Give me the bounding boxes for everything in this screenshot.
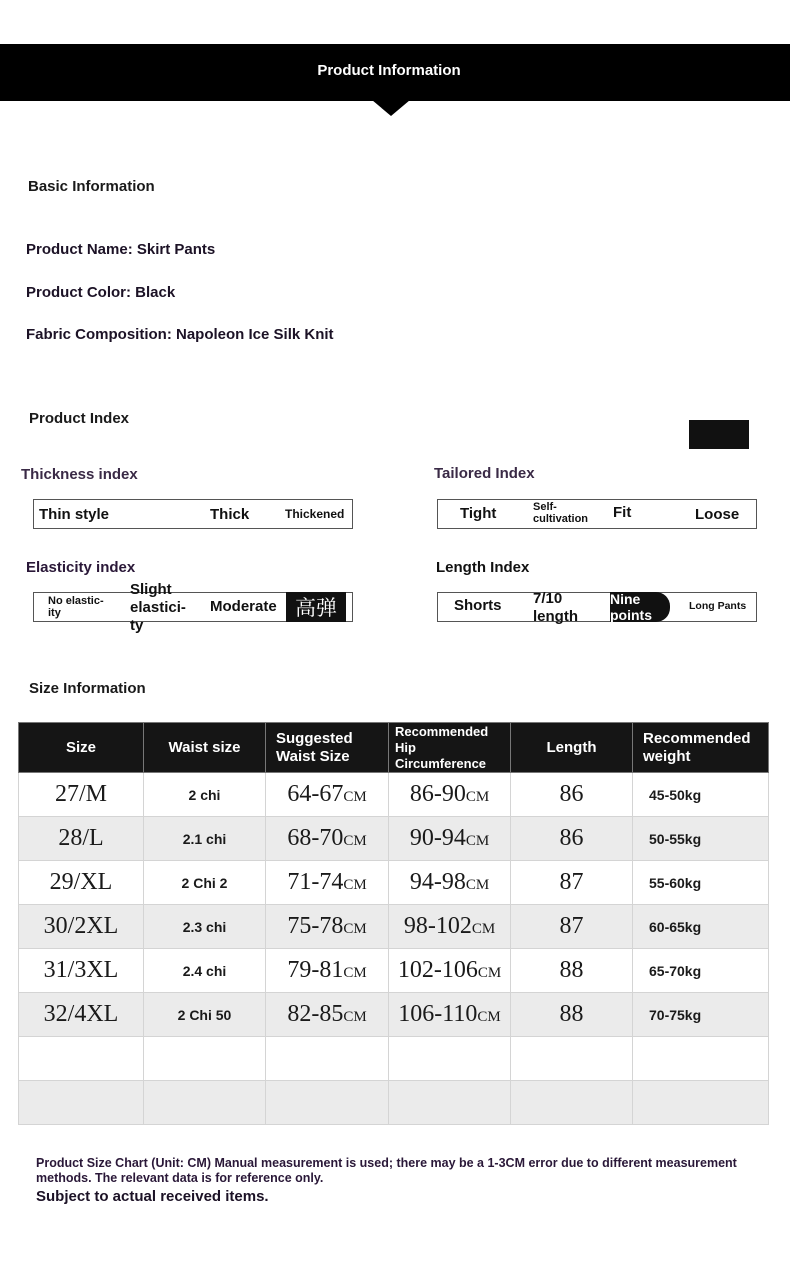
- unit-label: CM: [471, 921, 496, 937]
- cell-suggested-waist: 79-81CM: [266, 949, 389, 993]
- unit-label: CM: [343, 877, 367, 893]
- unit-label: CM: [465, 877, 490, 893]
- cell-weight: 55-60kg: [633, 861, 769, 905]
- cell-weight: 45-50kg: [633, 773, 769, 817]
- unit-label: CM: [343, 833, 367, 849]
- elasticity-option-high-selected: 高弹: [286, 592, 346, 622]
- table-row: [19, 817, 769, 861]
- table-row: [19, 905, 769, 949]
- cell-weight: 65-70kg: [633, 949, 769, 993]
- banner-arrow-icon: [372, 100, 410, 116]
- tailored-option-loose: Loose: [695, 506, 740, 523]
- cell-size: 29/XL: [19, 861, 144, 905]
- length-option-nine-points-selected: Nine points: [610, 592, 670, 622]
- unit-label: CM: [343, 965, 367, 981]
- header-banner: [0, 44, 790, 101]
- col-header-length: Length: [511, 723, 633, 773]
- cell-size: 28/L: [19, 817, 144, 861]
- thickness-option-thin: Thin style: [39, 506, 110, 523]
- elasticity-option-none: No elastic-ity: [48, 595, 104, 619]
- fabric-composition: Fabric Composition: Napoleon Ice Silk Knit: [26, 326, 334, 343]
- cell-waist: 2 Chi 2: [144, 861, 266, 905]
- length-option-long-pants: Long Pants: [689, 600, 747, 612]
- size-chart-note: Product Size Chart (Unit: CM) Manual measurement is used; there may be a 1-3CM error due to different measurement methods. The relevant data is for reference only.: [36, 1156, 737, 1185]
- cell-length: 86: [511, 773, 633, 817]
- cell-hip: 86-90CM: [389, 773, 511, 817]
- basic-info-heading: Basic Information: [28, 178, 155, 195]
- table-row: [19, 773, 769, 817]
- length-option-shorts: Shorts: [454, 597, 502, 614]
- cell-waist: 2 chi: [144, 773, 266, 817]
- thickness-index-scale: [33, 499, 353, 529]
- unit-label: CM: [465, 833, 490, 849]
- product-name: Product Name: Skirt Pants: [26, 241, 216, 258]
- tailored-index-scale: [437, 499, 757, 529]
- cell-size: 30/2XL: [19, 905, 144, 949]
- tailored-index-title: Tailored Index: [434, 465, 535, 482]
- cell-suggested-waist: 82-85CM: [266, 993, 389, 1037]
- cell-length: 86: [511, 817, 633, 861]
- thickness-option-thick: Thick: [210, 506, 250, 523]
- table-row-empty: [19, 1037, 769, 1081]
- color-swatch: [689, 420, 749, 449]
- cell-size: 31/3XL: [19, 949, 144, 993]
- cell-size: 27/M: [19, 773, 144, 817]
- unit-label: CM: [343, 789, 367, 805]
- col-header-size: Size: [19, 723, 144, 773]
- cell-waist: 2.4 chi: [144, 949, 266, 993]
- tailored-option-tight: Tight: [460, 505, 497, 522]
- cell-length: 88: [511, 949, 633, 993]
- size-table: [18, 722, 769, 1125]
- cell-weight: 50-55kg: [633, 817, 769, 861]
- col-header-waist: Waist size: [144, 723, 266, 773]
- received-items-note: Subject to actual received items.: [36, 1188, 269, 1205]
- tailored-option-fit: Fit: [613, 504, 632, 521]
- cell-length: 87: [511, 905, 633, 949]
- tailored-option-self-cultivation: Self-cultivation: [533, 501, 589, 525]
- page-title: Product Information: [317, 62, 461, 79]
- elasticity-option-slight: Slight elastici-ty: [130, 581, 186, 634]
- col-header-suggested-waist: Suggested Waist Size: [266, 723, 389, 773]
- product-index-heading: Product Index: [29, 410, 130, 427]
- unit-label: CM: [477, 965, 502, 981]
- unit-label: CM: [343, 1009, 367, 1025]
- cell-suggested-waist: 71-74CM: [266, 861, 389, 905]
- cell-hip: 102-106CM: [389, 949, 511, 993]
- cell-weight: 60-65kg: [633, 905, 769, 949]
- elasticity-index-scale: [33, 581, 353, 634]
- table-row: [19, 993, 769, 1037]
- table-row-empty: [19, 1081, 769, 1125]
- cell-waist: 2 Chi 50: [144, 993, 266, 1037]
- size-info-heading: Size Information: [29, 680, 146, 697]
- cell-hip: 98-102CM: [389, 905, 511, 949]
- cell-suggested-waist: 64-67CM: [266, 773, 389, 817]
- cell-length: 88: [511, 993, 633, 1037]
- cell-length: 87: [511, 861, 633, 905]
- elasticity-option-moderate: Moderate: [210, 598, 277, 615]
- cell-suggested-waist: 75-78CM: [266, 905, 389, 949]
- table-row: [19, 949, 769, 993]
- thickness-option-thickened: Thickened: [285, 507, 345, 521]
- col-header-hip: Recommended Hip Circumference: [389, 723, 511, 773]
- length-index-title: Length Index: [436, 559, 530, 576]
- product-color: Product Color: Black: [26, 284, 176, 301]
- elasticity-index-title: Elasticity index: [26, 559, 136, 576]
- cell-waist: 2.1 chi: [144, 817, 266, 861]
- cell-weight: 70-75kg: [633, 993, 769, 1037]
- cell-waist: 2.3 chi: [144, 905, 266, 949]
- cell-hip: 106-110CM: [389, 993, 511, 1037]
- length-option-seven-tenths: 7/10 length: [533, 590, 578, 625]
- unit-label: CM: [477, 1009, 501, 1025]
- table-row: [19, 861, 769, 905]
- size-table-header: [19, 723, 769, 773]
- unit-label: CM: [465, 789, 490, 805]
- cell-size: 32/4XL: [19, 993, 144, 1037]
- cell-suggested-waist: 68-70CM: [266, 817, 389, 861]
- cell-hip: 90-94CM: [389, 817, 511, 861]
- length-index-scale: [437, 590, 757, 625]
- thickness-index-title: Thickness index: [21, 466, 138, 483]
- col-header-weight: Recommended weight: [633, 723, 769, 773]
- cell-hip: 94-98CM: [389, 861, 511, 905]
- unit-label: CM: [343, 921, 367, 937]
